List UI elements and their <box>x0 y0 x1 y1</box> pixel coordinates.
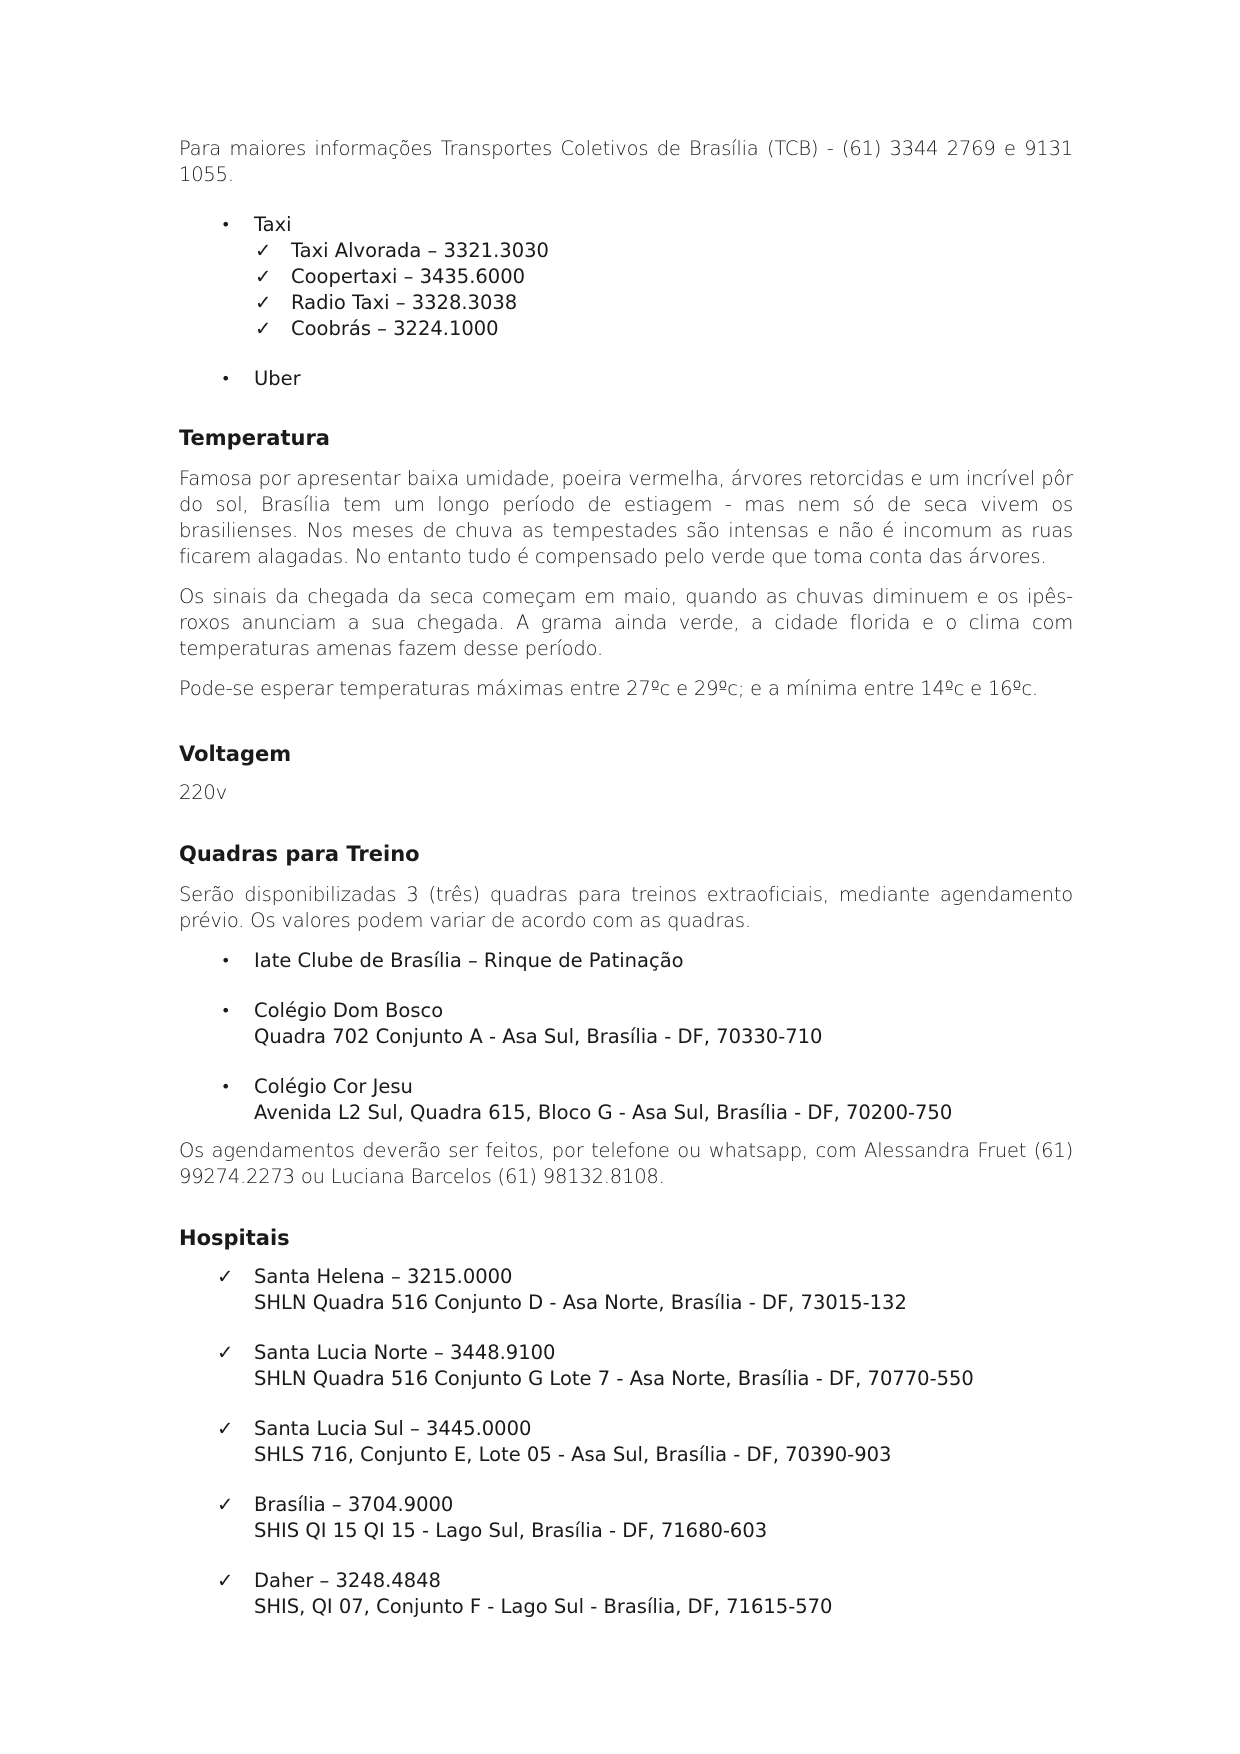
hospital-address: SHIS, QI 07, Conjunto F - Lago Sul - Brasília, DF, 71615-570 <box>254 1595 833 1618</box>
bullet-icon: • <box>221 951 231 970</box>
list-item <box>179 948 1073 974</box>
taxi-item-label: Coopertaxi – 3435.6000 <box>291 265 526 288</box>
quadra-name: Colégio Cor Jesu <box>254 1075 413 1098</box>
uber-label: Uber <box>254 367 301 390</box>
taxi-item <box>179 316 1073 342</box>
taxi-item <box>179 264 1073 290</box>
list-item <box>179 1264 1073 1316</box>
section-heading-quadras: Quadras para Treino <box>179 842 420 866</box>
hospital-address: SHLS 716, Conjunto E, Lote 05 - Asa Sul, Brasília - DF, 70390-903 <box>254 1443 892 1466</box>
voltagem-value: 220v <box>179 781 227 804</box>
check-icon: ✓ <box>255 239 272 262</box>
hospital-address: SHIS QI 15 QI 15 - Lago Sul, Brasília - DF, 71680-603 <box>254 1519 768 1542</box>
check-icon: ✓ <box>255 291 272 314</box>
hospital-name: Daher – 3248.4848 <box>254 1569 441 1592</box>
quadra-address: Avenida L2 Sul, Quadra 615, Bloco G - Asa Sul, Brasília - DF, 70200-750 <box>254 1101 953 1124</box>
transport-list <box>179 212 1073 392</box>
check-icon: ✓ <box>217 1569 234 1592</box>
taxi-item <box>179 290 1073 316</box>
temperatura-paragraph-2: Os sinais da chegada da seca começam em maio, quando as chuvas diminuem e os ipês-roxos anunciam a sua chegada. A grama ainda verde, a cidade florida e o clima com temperaturas amenas fazem desse período. <box>179 585 1073 660</box>
quadras-list <box>179 948 1073 1126</box>
temperatura-paragraph-1: Famosa por apresentar baixa umidade, poeira vermelha, árvores retorcidas e um incrível pôr do sol, Brasília tem um longo período de estiagem - mas nem só de seca vivem os brasilienses. Nos meses de chuva as tempestades são intensas e não é incomum as ruas ficarem alagadas. No entanto tudo é compensado pelo verde que toma conta das árvores. <box>179 467 1073 568</box>
list-item <box>179 1416 1073 1468</box>
check-icon: ✓ <box>217 1265 234 1288</box>
hospital-name: Brasília – 3704.9000 <box>254 1493 454 1516</box>
quadra-name: Iate Clube de Brasília – Rinque de Patinação <box>254 949 684 972</box>
hospital-name: Santa Lucia Norte – 3448.9100 <box>254 1341 556 1364</box>
quadra-address: Quadra 702 Conjunto A - Asa Sul, Brasília - DF, 70330-710 <box>254 1025 823 1048</box>
check-icon: ✓ <box>217 1417 234 1440</box>
taxi-label: Taxi <box>254 213 292 236</box>
check-icon: ✓ <box>255 317 272 340</box>
hospital-address: SHLN Quadra 516 Conjunto G Lote 7 - Asa Norte, Brasília - DF, 70770-550 <box>254 1367 974 1390</box>
hospital-address: SHLN Quadra 516 Conjunto D - Asa Norte, Brasília - DF, 73015-132 <box>254 1291 907 1314</box>
check-icon: ✓ <box>217 1493 234 1516</box>
quadras-contact: Os agendamentos deverão ser feitos, por telefone ou whatsapp, com Alessandra Fruet (61) 99274.2273 ou Luciana Barcelos (61) 98132.8108. <box>179 1139 1073 1188</box>
intro-paragraph: Para maiores informações Transportes Coletivos de Brasília (TCB) - (61) 3344 2769 e 9131 1055. <box>179 137 1073 186</box>
list-item <box>179 1568 1073 1620</box>
hospital-name: Santa Helena – 3215.0000 <box>254 1265 513 1288</box>
list-item <box>179 998 1073 1050</box>
taxi-item <box>179 238 1073 264</box>
check-icon: ✓ <box>217 1341 234 1364</box>
quadras-intro: Serão disponibilizadas 3 (três) quadras para treinos extraoficiais, mediante agendamento prévio. Os valores podem variar de acordo com as quadras. <box>179 883 1073 932</box>
document-page <box>179 136 1073 1620</box>
temperatura-paragraph-3: Pode-se esperar temperaturas máximas entre 27ºc e 29ºc; e a mínima entre 14ºc e 16ºc. <box>179 677 1038 700</box>
bullet-icon: • <box>221 369 231 388</box>
taxi-item-label: Radio Taxi – 3328.3038 <box>291 291 518 314</box>
hospital-name: Santa Lucia Sul – 3445.0000 <box>254 1417 532 1440</box>
check-icon: ✓ <box>255 265 272 288</box>
bullet-icon: • <box>221 215 231 234</box>
list-item <box>179 1074 1073 1126</box>
section-heading-temperatura: Temperatura <box>179 426 330 450</box>
bullet-icon: • <box>221 1077 231 1096</box>
taxi-item-label: Coobrás – 3224.1000 <box>291 317 499 340</box>
bullet-icon: • <box>221 1001 231 1020</box>
quadra-name: Colégio Dom Bosco <box>254 999 444 1022</box>
section-heading-voltagem: Voltagem <box>179 742 292 766</box>
list-item <box>179 1492 1073 1544</box>
taxi-item-label: Taxi Alvorada – 3321.3030 <box>291 239 549 262</box>
list-item-taxi <box>179 212 1073 238</box>
section-heading-hospitais: Hospitais <box>179 1226 290 1250</box>
list-item-uber <box>179 366 1073 392</box>
hospitais-list <box>179 1264 1073 1620</box>
list-item <box>179 1340 1073 1392</box>
